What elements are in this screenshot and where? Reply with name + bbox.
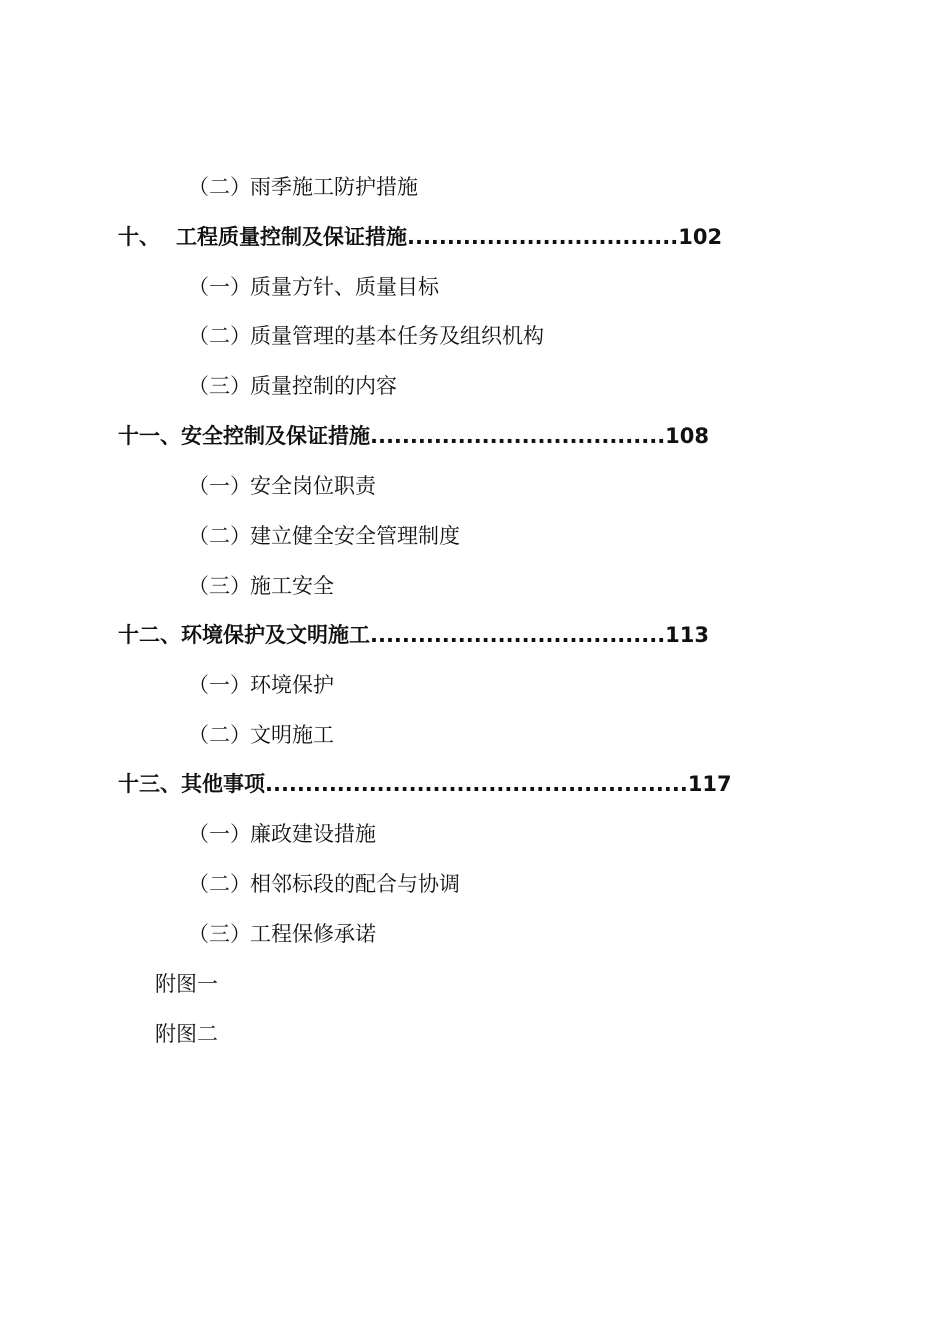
toc-entry-number: （二） bbox=[188, 723, 251, 747]
toc-entry-sub[interactable] bbox=[188, 670, 334, 700]
toc-entry-title: 施工安全 bbox=[250, 574, 334, 598]
toc-entry-number: 十三、 bbox=[118, 772, 181, 796]
toc-entry-title: 建立健全安全管理制度 bbox=[250, 524, 460, 548]
toc-leader-dots: ..................................... bbox=[370, 424, 666, 448]
toc-entry-title: 雨季施工防护措施 bbox=[250, 175, 418, 199]
toc-entry-sub[interactable] bbox=[188, 869, 460, 899]
toc-page-number: 113 bbox=[665, 623, 710, 647]
toc-entry-number: 十一、 bbox=[118, 424, 181, 448]
toc-entry-sub[interactable] bbox=[188, 919, 376, 949]
toc-entry-appendix[interactable]: 附图一 bbox=[155, 972, 218, 996]
toc-entry-number: （二） bbox=[188, 175, 251, 199]
toc-entry-main[interactable] bbox=[118, 421, 709, 451]
toc-entry-number: （二） bbox=[188, 524, 251, 548]
toc-entry-main[interactable] bbox=[118, 769, 732, 799]
toc-entry-number: （二） bbox=[188, 872, 251, 896]
toc-entry-sub[interactable] bbox=[188, 321, 544, 351]
toc-entry-sub[interactable] bbox=[188, 371, 397, 401]
toc-entry-sub[interactable] bbox=[188, 521, 460, 551]
toc-entry-sub[interactable] bbox=[188, 819, 376, 849]
toc-entry-title: 质量管理的基本任务及组织机构 bbox=[250, 324, 544, 348]
toc-entry-appendix[interactable]: 附图二 bbox=[155, 1022, 218, 1046]
toc-leader-dots: .................................. bbox=[407, 225, 679, 249]
toc-entry-main[interactable] bbox=[118, 620, 709, 650]
toc-entry-number: 十二、 bbox=[118, 623, 181, 647]
toc-leader-dots: ..................................................... bbox=[265, 772, 688, 796]
toc-entry-sub[interactable] bbox=[188, 471, 376, 501]
toc-page-number: 108 bbox=[665, 424, 710, 448]
toc-leader-dots: ..................................... bbox=[370, 623, 666, 647]
toc-entry-title: 质量控制的内容 bbox=[250, 374, 397, 398]
toc-entry-number: （一） bbox=[188, 822, 251, 846]
toc-entry-sub[interactable] bbox=[188, 571, 334, 601]
toc-entry-title: 文明施工 bbox=[250, 723, 334, 747]
toc-entry-title: 廉政建设措施 bbox=[250, 822, 376, 846]
toc-entry-sub[interactable] bbox=[188, 272, 439, 302]
toc-entry-main[interactable] bbox=[118, 222, 722, 252]
toc-entry-number: （三） bbox=[188, 374, 251, 398]
toc-entry-title: 相邻标段的配合与协调 bbox=[250, 872, 460, 896]
toc-entry-number: （三） bbox=[188, 574, 251, 598]
toc-entry-title: 其他事项 bbox=[181, 772, 265, 796]
toc-entry-title: 环境保护 bbox=[250, 673, 334, 697]
toc-page-number: 102 bbox=[678, 225, 723, 249]
toc-entry-number: （一） bbox=[188, 474, 251, 498]
toc-entry-number: 十、 bbox=[118, 225, 160, 249]
toc-entry-title: 质量方针、质量目标 bbox=[250, 275, 439, 299]
toc-page-number: 117 bbox=[687, 772, 732, 796]
toc-entry-sub[interactable] bbox=[188, 172, 418, 202]
toc-entry-number: （一） bbox=[188, 673, 251, 697]
toc-entry-title: 工程保修承诺 bbox=[250, 922, 376, 946]
toc-entry-number: （三） bbox=[188, 922, 251, 946]
toc-entry-sub[interactable] bbox=[188, 720, 334, 750]
toc-entry-title: 安全岗位职责 bbox=[250, 474, 376, 498]
toc-entry-number: （一） bbox=[188, 275, 251, 299]
toc-entry-title: 安全控制及保证措施 bbox=[181, 424, 370, 448]
toc-entry-title: 环境保护及文明施工 bbox=[181, 623, 370, 647]
toc-entry-number: （二） bbox=[188, 324, 251, 348]
toc-entry-title: 工程质量控制及保证措施 bbox=[176, 225, 407, 249]
